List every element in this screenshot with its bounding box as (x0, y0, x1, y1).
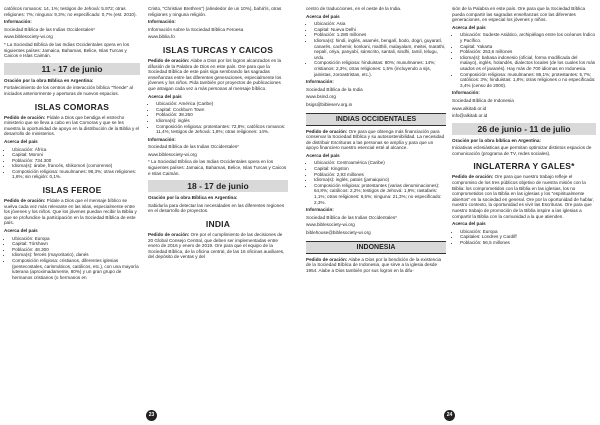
prayer-text: Ore por el cumplimiento de las decisiones de 20 Global Consejo Central, que deben ser implementadas entre enero de 2016 y enero de 2019. Ore para que el equipo de la Sociedad Bíblica, de la oficina central, de las 16 oficinas auxiliares, del depósito de ventas y del (148, 232, 285, 260)
list-item: • Ubicación: América (Caribe) (156, 101, 288, 107)
prayer-text: Pídale a Dios que el mensaje bíblico se vuelva cada vez más relevante en las islas, especialmente entre los jóvenes y los niños. Que los jóvenes puedan recibir la Biblia y que se profundice la participación en la Sociedad Bíblica de este país. (4, 198, 137, 226)
info-line: Sociedad Bíblica de Indonesia (452, 97, 514, 103)
list-item: • Ubicación: Sudeste Asiático, archipiélago entre los océanos Índico y Pacífico. (460, 32, 596, 43)
prayer-label: Pedido de oración: (148, 232, 190, 238)
country-title: ISLAS TURCAS Y CAICOS (162, 44, 274, 55)
list-item: • Capital: Yakarta (460, 44, 596, 50)
prayer-paragraph (148, 58, 288, 92)
list-item: • Capital: Tórshavn (12, 241, 140, 247)
country-data-label: Acerca del país (452, 221, 486, 227)
list-item: • Población: 1.280 millones (314, 32, 446, 38)
list-item: • Ubicación: Centroamérica (Caribe) (314, 160, 446, 166)
list-item: • Capitales: Londres y Cardiff (460, 234, 596, 240)
country-data-label: Acerca del país (4, 138, 38, 144)
info-line: info@alkitab.or.id (452, 113, 488, 119)
footnote: * La Sociedad Bíblica de las Indias Occidentales opera en los siguientes países: Jamaica, Bahamas, Belice, Islas Turcas y Caicos e Islas Caimán. (148, 159, 287, 176)
prayer-label: Oración por la obra bíblica en Argentina: (452, 137, 541, 143)
info-label: Información: (306, 79, 334, 85)
country-data-list (4, 147, 140, 181)
country-data-list (452, 229, 596, 246)
prayer-label: Pedido de oración: (452, 174, 494, 180)
list-item: • Composición religiosa: hinduistas: 80%; musulmanes: 14%; cristianos: 2,3%; otras religiones: 1,5% (incluyendo a sijs, jainistas, zoroastristas, etc.). (314, 60, 446, 77)
country-data-label: Acerca del país (306, 152, 340, 158)
country-data-list (4, 236, 140, 281)
prayer-paragraph (4, 198, 140, 226)
list-item: • Población: 253,6 millones (460, 49, 596, 55)
page-number-left: 23 (146, 410, 157, 421)
footnote: * La Sociedad Bíblica de las Indias Occidentales opera en los siguientes países: Jamaica, Bahamas, Belice, Islas Turcas y Caicos e Islas Caimán. (4, 41, 130, 59)
page-number-right: 24 (444, 410, 455, 421)
column-1 (4, 6, 140, 282)
country-data-list (452, 32, 596, 88)
prayer-label: Pedido de oración: (4, 198, 46, 204)
country-title: ISLAS FEROE (42, 185, 102, 196)
list-item: • Población: 56,5 millones (460, 240, 596, 246)
prayer-paragraph (452, 174, 596, 219)
country-data-label: Acerca del país (4, 228, 38, 234)
prayer-label: Pedido de oración: (148, 57, 190, 63)
info-label: Información: (4, 19, 32, 25)
prayer-text: Alabe a Dios por la bendición de la existencia de la Sociedad Bíblica de Indonesia, que sirve a la iglesia desde 1954. Alabe a Dios también por sus logros en la difu- (306, 256, 442, 273)
column-3 (306, 6, 446, 275)
prayer-text: Iniciativas eclesiásticas que permitan optimizar distintos espacios de comunicación (programa de TV, redes sociales). (452, 145, 592, 156)
prayer-text: Ore para que obtenga más financiación para conservar la Sociedad Bíblica y su autosostenibilidad. La necesidad de distribuir Escrituras a las personas se amplía y para que un apoyo financiero nuestro esencial esté al alcance. (306, 128, 445, 151)
prayer-paragraph (148, 232, 288, 260)
info-line: www.biblia.fo (148, 34, 175, 40)
country-title: INDONESIA (306, 241, 446, 254)
list-item: • Composición religiosa: cristianos, diferentes iglesias (pentecostales, carismáticos, católicos, etc.), con una mayoría luterana (aproximadamente, 80%) y un gran grupo de hermanos cristianos (o hermanos en (12, 258, 140, 280)
date-band: 11 - 17 de junio (4, 63, 140, 75)
body-text: sión de la Palabra en este país. Ore para que la Sociedad Bíblica pueda compartir las sagradas enseñanzas con las diferentes generaciones, en especial los jóvenes y niños. (452, 6, 586, 23)
list-item: • Composición religiosa: musulmanes: 98,3%; otras religiones: 1,6%; sin religión: 0,1%. (12, 169, 140, 180)
list-item: • Población: 734.300 (12, 158, 140, 164)
list-item: • Composición religiosa: protestantes: 72,8%; católicos romanos: 11,4%; testigos de Jehová: 1,8%; otras religiones: 14%. (156, 124, 288, 135)
list-item: • Capital: Kingston (314, 166, 446, 172)
country-data-label: Acerca del país (452, 24, 486, 30)
country-data-list (306, 21, 446, 77)
list-item: • Población: 2,93 millones (314, 172, 446, 178)
prayer-text: Sabiduría para detectar las necesidades en las diferentes regiones en el desarrollo de proyectos. (148, 202, 285, 214)
country-data-list (306, 160, 446, 205)
prayer-label: Pedido de oración: (306, 256, 348, 262)
info-line: Sociedad Bíblica de la India (306, 86, 363, 92)
list-item: • Ubicación: África (12, 147, 140, 153)
list-item: • Idioma(s): árabe, francés, shikomori (comorense) (12, 163, 140, 169)
info-line: www.biblesociety-wi.org (148, 151, 197, 157)
list-item: • Ubicación: Europa (12, 236, 140, 242)
info-line: www.bsind.org (306, 94, 336, 100)
country-data-label: Acerca del país (306, 13, 340, 19)
info-line: Sociedad Bíblica de las Indias Occidentales* (4, 26, 95, 32)
info-line: Sociedad Bíblica de las Indias Occidentales* (306, 214, 397, 220)
column-4 (452, 6, 596, 248)
body-text: centro de traducciones, en el oeste de la India. (306, 6, 402, 11)
info-label: Información: (148, 19, 176, 25)
info-label: Información: (306, 207, 334, 213)
info-line: www.alkitab.or.id (452, 105, 487, 111)
list-item: • Población: 38.260 (156, 112, 288, 118)
body-text: católicos romanos: 14, 1%; testigos de Jehová: 5.972; otras religiones: 7%; ninguna: 9,3%; no especificado: 0,7% (est. 2010). (4, 6, 137, 17)
body-text: Cristo, "Christian Brethren") (alrededor de un 10%), bahá'ís, otras religiones y ninguna religión. (148, 6, 282, 17)
date-band: 18 - 17 de junio (148, 180, 288, 192)
info-line: biblehouse@biblesociety-wi.org (306, 230, 371, 235)
list-item: • Capital: Cockburn Town (156, 107, 288, 113)
info-label: Información: (148, 136, 176, 142)
info-line: bsigs@bibleserv.org.in (306, 101, 353, 107)
list-item: • Idioma(s): hindi, inglés, asamés, bengalí, bodo, dogri, guyaratí, canarés, cachemir, konkani, maithili, malayalam, meitei, marathi, nepalí, oriya, panyabí, sánscrito, santali, sindhi, tamil, telugu, urdu. (314, 38, 446, 60)
info-line: www.biblesociety-wi.org (306, 222, 355, 228)
country-title: ISLAS COMORAS (34, 101, 110, 112)
list-item: • Composición religiosa: musulmanes: 86,1%; protestantes: 5,7%; católicos: 3%; hinduistas: 1,8%; otras religiones o no especificada: 3,4% (censo de 2000). (460, 72, 596, 89)
prayer-paragraph (4, 115, 140, 137)
list-item: • Idioma(s): inglés (156, 118, 288, 124)
list-item: • Ubicación: Europa (460, 229, 596, 235)
info-line: Información sobre la Sociedad Bíblica Feroesa (148, 26, 244, 32)
prayer-label: Oración por la obra Bíblica en Argentina: (4, 77, 94, 83)
prayer-text: Alabe a Dios por los logros alcanzados en la difusión de la Palabra de Dios en este país. Ore para que la Sociedad Bíblica de este país siga sembrando las sagradas enseñanzas entre las diferentes generaciones, especialmente los jóvenes y los niños. Pida también por proyectos de publicaciones que atraigan cada vez a más personas al mensaje bíblico. (148, 57, 282, 91)
info-label: Información: (452, 90, 480, 96)
prayer-label: Oración por la obra Bíblica en Argentina: (148, 195, 238, 201)
country-title: INGLATERRA Y GALES* (473, 161, 575, 172)
country-title: INDIA (205, 219, 231, 230)
list-item: • Ubicación: Asia (314, 21, 446, 27)
list-item: • Idioma(s): bahasa indonesio (oficial, forma modificada del malayo), inglés, holandés, dialectos locales (de los cuales los más usados es el javanés). Hay más de 700 idiomas en Indonesia. (460, 55, 596, 72)
prayer-paragraph (306, 129, 446, 151)
list-item: • Capital: Nueva Delhi (314, 27, 446, 33)
prayer-text: Pídale a Dios que bendiga el estrecho ministerio que se lleva a cabo en las Comoras y que se les muestra la oportunidad de apoyo en la distribución de la Biblia y el desarrollo de ministerios. (4, 114, 140, 137)
country-title: INDIAS OCCIDENTALES (306, 113, 446, 126)
country-data-list (148, 101, 288, 135)
info-line: Sociedad Bíblica de las Indias Occidentales* (148, 144, 239, 150)
prayer-text: Fortalecimiento de los centros de interacción bíblica "Tiende" al iniciados anteriormente y aperturas de nuevos espacios. (4, 85, 133, 96)
list-item: • Idioma(s): feroés (mayoritario), danés (12, 252, 140, 258)
info-line: www.biblesociety-wi.org (4, 34, 53, 40)
prayer-text: Ore para que nuestro trabajo refleje el compromiso de los tres públicos objetivo de nuestra misión con la Biblia: los comprometidos con la Biblia en las iglesias, los no comprometidos con la Biblia en las iglesias y los "espiritualmente abiertos" en la sociedad en general. Ore por la oportunidad de hablar, nuestro contexto, la oportunidad es vivir las Escrituras. Ore para que nuestro trabajo de promoción de la Biblia inspire a las iglesias a compartir la Biblia con la comunidad a la que atienden. (452, 174, 594, 219)
column-2 (148, 6, 288, 262)
list-item: • Composición religiosa: protestantes (varias denominaciones): 64,8%; católicos: 2,2%; testigos de Jehová: 1,9%; rastafaris: 1,1%; otras religiones: 6,5%; ninguna: 21,3%; no especificado: 2,3%. (314, 183, 446, 205)
prayer-label: Pedido de oración: (306, 128, 348, 134)
list-item: • Población: 48.300 (12, 247, 140, 253)
prayer-paragraph (306, 257, 446, 274)
prayer-label: Pedido de oración: (4, 114, 46, 120)
country-data-label: Acerca del país (148, 93, 182, 99)
date-band: 26 de junio - 11 de julio (452, 123, 596, 135)
list-item: • Idioma(s): inglés, patois (jamaiquino) (314, 177, 446, 183)
list-item: • Capital: Moroni (12, 152, 140, 158)
